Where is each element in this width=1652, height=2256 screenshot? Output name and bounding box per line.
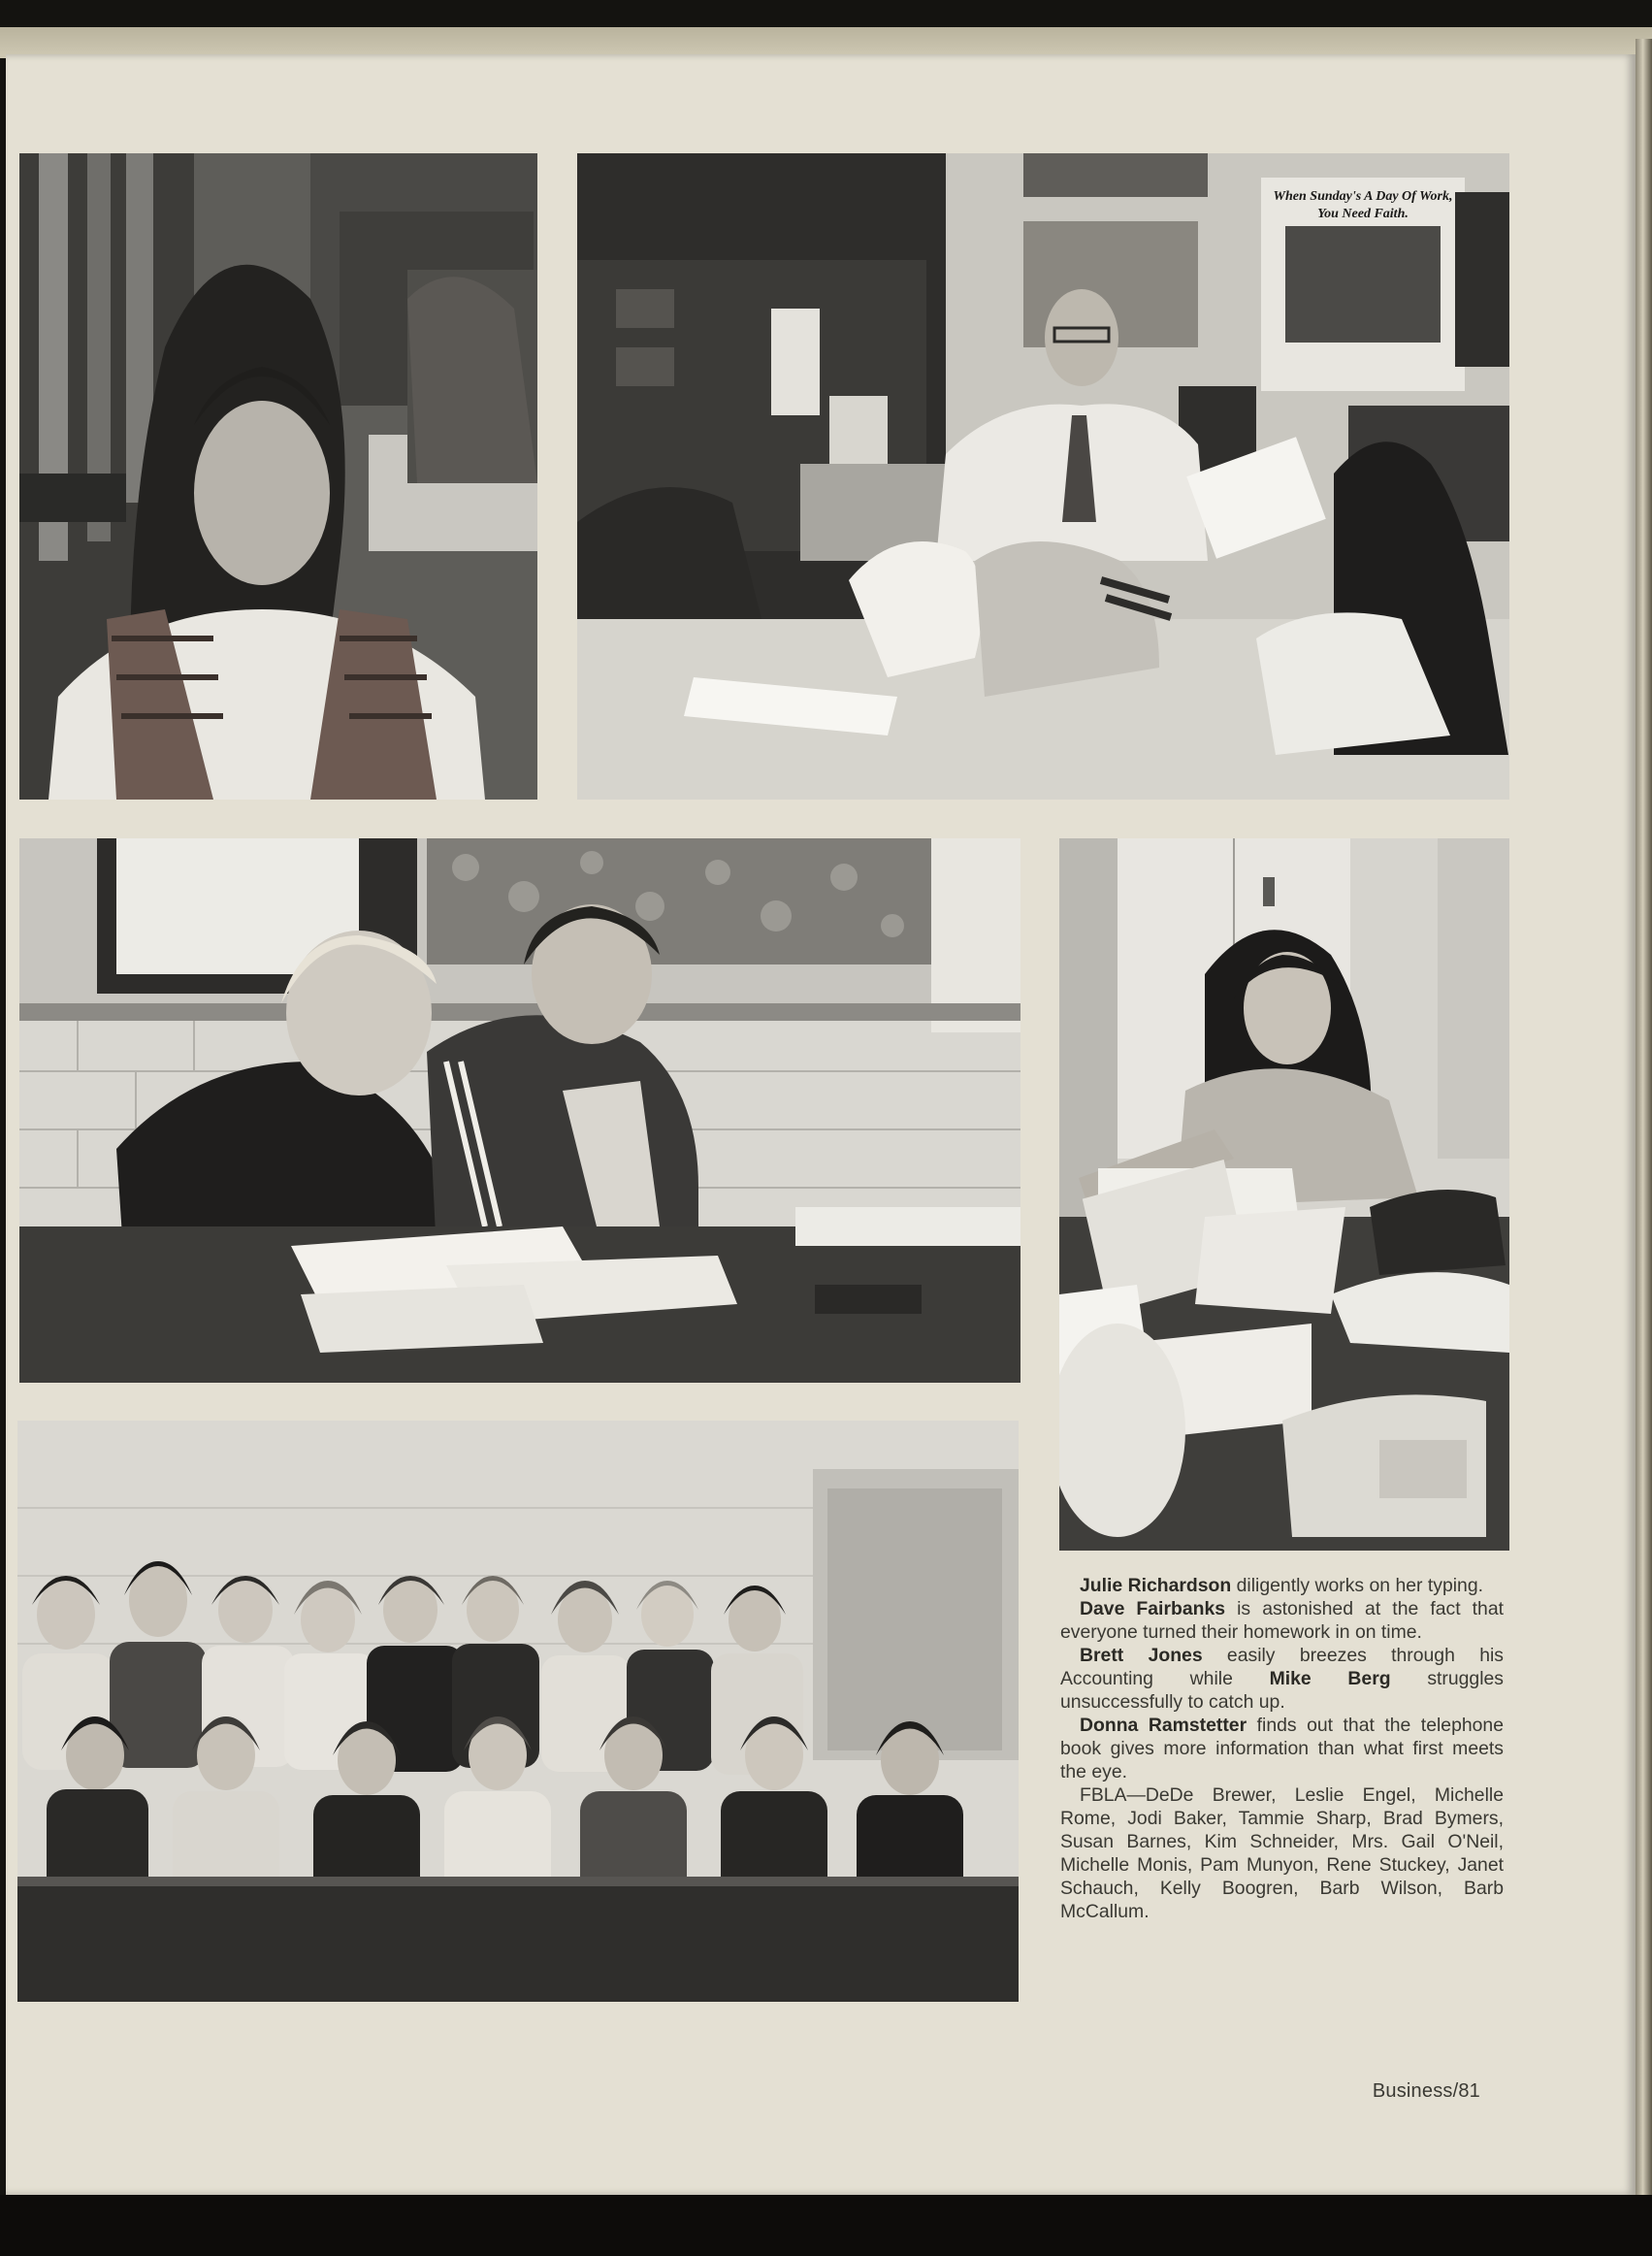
caption-brett-mike <box>1060 1644 1504 1714</box>
page-folio: Business/81 <box>1372 2080 1480 2102</box>
caption-text: diligently works on her typing. <box>1231 1575 1483 1596</box>
caption-fbla <box>1060 1783 1504 1923</box>
caption-donna <box>1060 1714 1504 1783</box>
caption-column <box>1060 1574 1504 1923</box>
caption-name: Dave Fairbanks <box>1080 1598 1226 1619</box>
caption-dave <box>1060 1597 1504 1644</box>
caption-text: easily breezes through his Accounting while <box>1060 1645 1504 1689</box>
bottom-scan-band <box>0 2195 1652 2256</box>
caption-text: FBLA—DeDe Brewer, Leslie Engel, Michelle Rome, Jodi Baker, Tammie Sharp, Brad Bymers, Susan Barnes, Kim Schneider, Mrs. Gail O'Neil, Michelle Monis, Pam Munyon, Rene Stuckey, Janet Schauch, Kelly Boogren, Barb Wilson, Barb McCallum. <box>1060 1784 1504 1922</box>
caption-text: is astonished at the fact that everyone turned their homework in on time. <box>1060 1598 1505 1643</box>
photo-girl-phone-book <box>1059 838 1509 1551</box>
caption-julie <box>1060 1574 1504 1597</box>
photo-accounting-students <box>19 838 1020 1383</box>
caption-name: Brett Jones <box>1080 1645 1203 1666</box>
poster-line-1: When Sunday's A Day Of Work, <box>1273 189 1453 204</box>
caption-name: Mike Berg <box>1269 1668 1391 1689</box>
photo-girl-typing <box>19 153 537 800</box>
caption-name: Julie Richardson <box>1080 1575 1232 1596</box>
photo-fbla-group <box>17 1421 1019 2002</box>
page-binding-edge <box>1636 39 1652 2203</box>
caption-name: Donna Ramstetter <box>1080 1715 1247 1736</box>
caption-text: finds out that the telephone book gives more information than what first meets the eye. <box>1060 1715 1504 1782</box>
poster-line-2: You Need Faith. <box>1317 207 1409 221</box>
photo-teacher-laughing <box>577 153 1509 800</box>
caption-text: struggles unsuccessfully to catch up. <box>1060 1668 1504 1713</box>
